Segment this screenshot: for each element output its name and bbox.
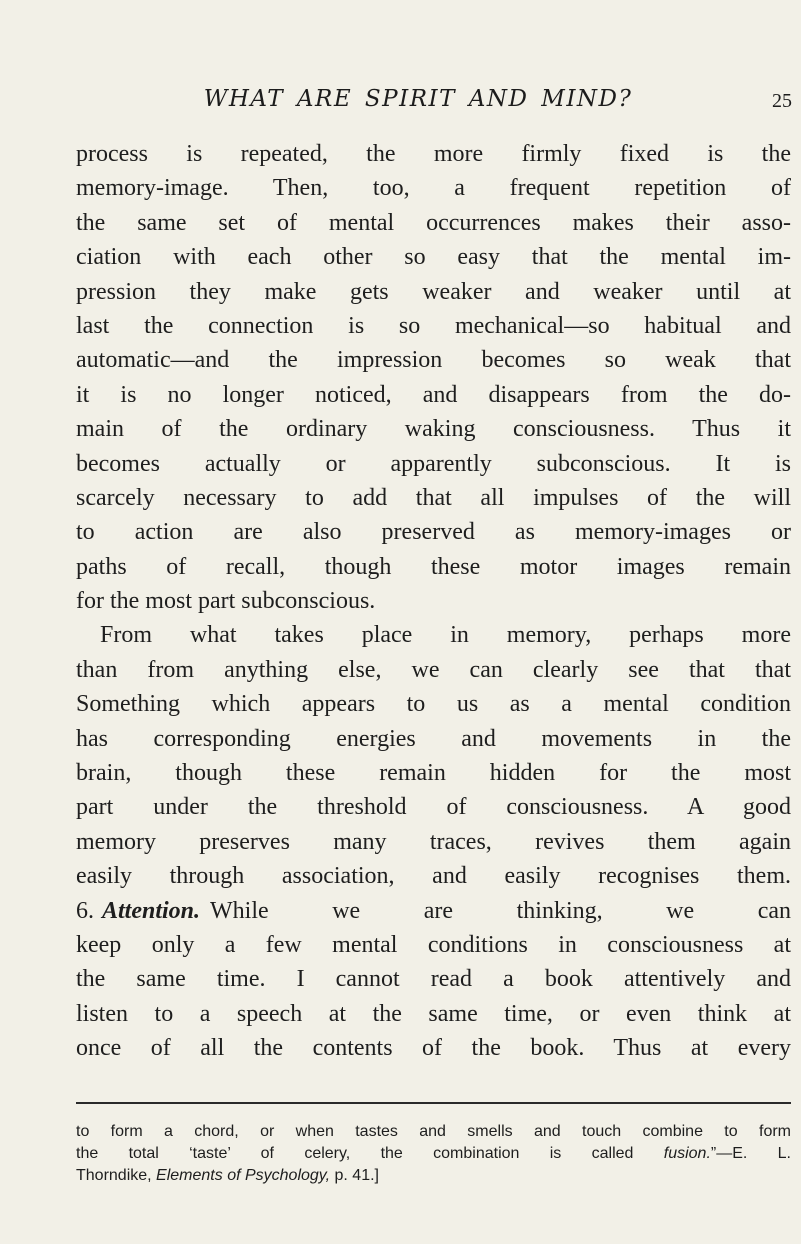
text-line: the same time. I cannot read a book attentively and	[76, 966, 791, 993]
text-line: it is no longer noticed, and disappears from the do-	[76, 381, 791, 408]
text-line: becomes actually or apparently subconscious. It is	[76, 450, 791, 477]
section-title: Attention.	[102, 897, 201, 924]
text-line: the same set of mental occurrences makes their asso-	[76, 209, 791, 236]
text-line: memory preserves many traces, revives them again	[76, 828, 791, 855]
footnote	[76, 1121, 791, 1187]
text-line: memory-image. Then, too, a frequent repetition of	[76, 175, 791, 202]
text-line: than from anything else, we can clearly see that that	[76, 656, 791, 683]
footnote-divider	[76, 1102, 791, 1104]
text-line: brain, though these remain hidden for the most	[76, 760, 791, 787]
text-line: listen to a speech at the same time, or even think at	[76, 1000, 791, 1027]
section-number: 6.	[76, 897, 94, 924]
footnote-text: ”—E. L.	[710, 1145, 792, 1162]
body-text	[76, 137, 791, 1066]
footnote-page-ref: p. 41.]	[334, 1167, 379, 1184]
footnote-line	[76, 1143, 791, 1165]
text-line: scarcely necessary to add that all impulses of the will	[76, 484, 791, 511]
text-line: ciation with each other so easy that the mental im-	[76, 244, 791, 271]
footnote-term: fusion.	[663, 1145, 711, 1162]
footnote-author: Thorndike,	[76, 1167, 152, 1184]
page-number: 25	[772, 90, 792, 112]
footnote-text: the total ‘taste’ of celery, the combination is called	[76, 1145, 634, 1162]
text-line: main of the ordinary waking consciousness. Thus it	[76, 416, 791, 443]
footnote-line: to form a chord, or when tastes and smells and touch combine to form	[76, 1123, 791, 1140]
text-line: has corresponding energies and movements in the	[76, 725, 791, 752]
text-line: last the connection is so mechanical—so habitual and	[76, 312, 791, 339]
text-line: to action are also preserved as memory-images or	[76, 519, 791, 546]
section-heading-line	[76, 894, 791, 928]
text-line: process is repeated, the more firmly fixed is the	[76, 141, 791, 167]
text-line: pression they make gets weaker and weaker until at	[76, 278, 791, 305]
running-head	[76, 86, 800, 126]
section-line-text: While we are thinking, we can	[210, 897, 791, 924]
text-line: Something which appears to us as a mental condition	[76, 691, 791, 718]
footnote-line	[76, 1165, 791, 1187]
text-line: easily through association, and easily recognises them.	[76, 863, 791, 890]
text-line: paths of recall, though these motor images remain	[76, 553, 791, 580]
running-title: WHAT ARE SPIRIT AND MIND?	[203, 86, 633, 112]
footnote-book-title: Elements of Psychology,	[156, 1167, 331, 1184]
text-line: for the most part subconscious.	[76, 588, 376, 615]
text-line: part under the threshold of consciousness. A good	[76, 794, 791, 821]
text-line: once of all the contents of the book. Thus at every	[76, 1035, 791, 1062]
text-line: automatic—and the impression becomes so weak that	[76, 347, 791, 374]
text-line: From what takes place in memory, perhaps more	[100, 622, 791, 649]
text-line: keep only a few mental conditions in consciousness at	[76, 931, 791, 958]
